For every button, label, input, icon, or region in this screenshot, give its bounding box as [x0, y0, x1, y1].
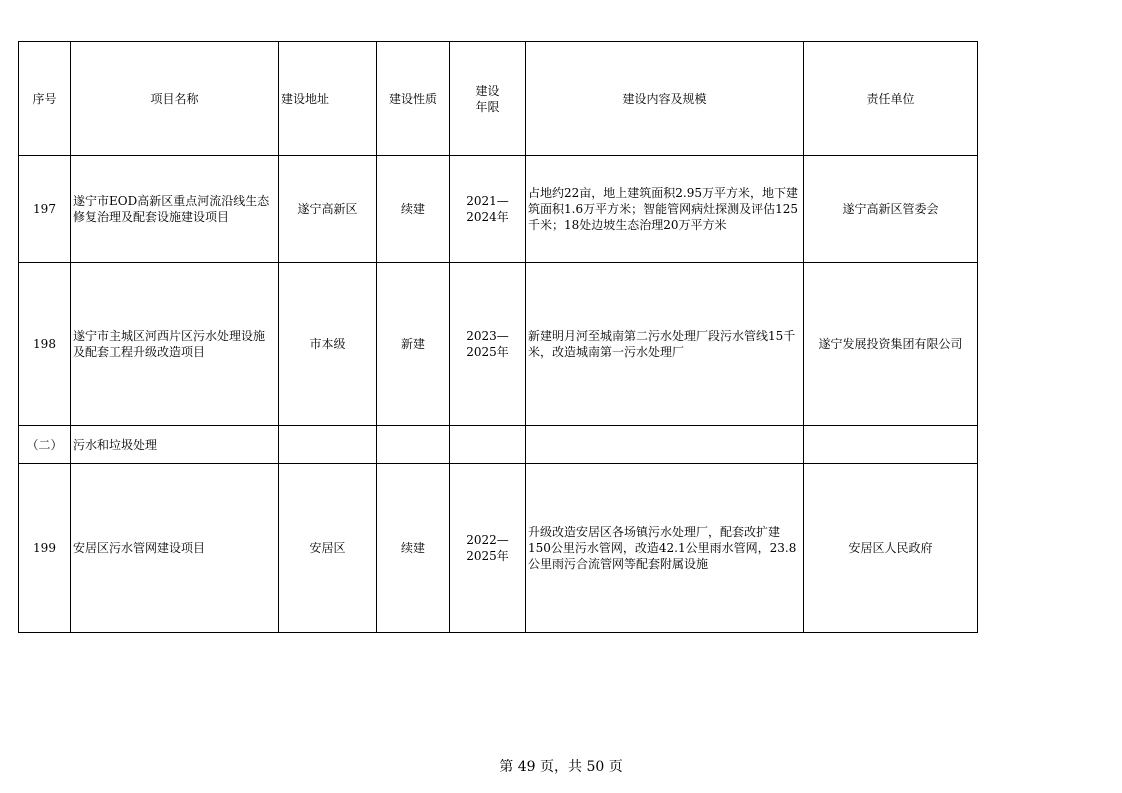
header-unit: 责任单位 — [804, 42, 978, 156]
project-table — [18, 41, 978, 633]
row-nature: 续建 — [377, 156, 450, 263]
row-seq: 197 — [19, 156, 71, 263]
row-project-name: 遂宁市EOD高新区重点河流沿线生态修复治理及配套设施建设项目 — [71, 156, 279, 263]
row-period: 2021—2024年 — [450, 156, 526, 263]
empty-cell — [279, 426, 377, 464]
row-seq: 199 — [19, 464, 71, 633]
row-unit: 安居区人民政府 — [804, 464, 978, 633]
empty-cell — [804, 426, 978, 464]
empty-cell — [450, 426, 526, 464]
table-header-row — [19, 42, 978, 156]
empty-cell — [377, 426, 450, 464]
table-row — [19, 156, 978, 263]
header-address: 建设地址 — [279, 42, 377, 156]
section-row — [19, 426, 978, 464]
row-unit: 遂宁高新区管委会 — [804, 156, 978, 263]
row-period: 2023—2025年 — [450, 263, 526, 426]
section-title: 污水和垃圾处理 — [71, 426, 279, 464]
row-seq: 198 — [19, 263, 71, 426]
section-seq: （二） — [19, 426, 71, 464]
header-name: 项目名称 — [71, 42, 279, 156]
row-project-name: 安居区污水管网建设项目 — [71, 464, 279, 633]
header-period-line1: 建设 — [475, 83, 500, 98]
page-number: 第 49 页，共 50 页 — [499, 759, 623, 775]
header-content: 建设内容及规模 — [526, 42, 804, 156]
row-project-name: 遂宁市主城区河西片区污水处理设施及配套工程升级改造项目 — [71, 263, 279, 426]
row-nature: 续建 — [377, 464, 450, 633]
row-address: 安居区 — [279, 464, 377, 633]
header-nature: 建设性质 — [377, 42, 450, 156]
row-nature: 新建 — [377, 263, 450, 426]
row-content: 升级改造安居区各场镇污水处理厂，配套改扩建150公里污水管网，改造42.1公里雨水管网，23.8公里雨污合流管网等配套附属设施 — [526, 464, 804, 633]
header-seq: 序号 — [19, 42, 71, 156]
table-row — [19, 464, 978, 633]
empty-cell — [526, 426, 804, 464]
row-period: 2022—2025年 — [450, 464, 526, 633]
row-content: 新建明月河至城南第二污水处理厂段污水管线15千米，改造城南第一污水处理厂 — [526, 263, 804, 426]
header-period — [450, 42, 526, 156]
row-content: 占地约22亩，地上建筑面积2.95万平方米，地下建筑面积1.6万平方米；智能管网病灶探测及评估125千米；18处边坡生态治理20万平方米 — [526, 156, 804, 263]
row-address: 市本级 — [279, 263, 377, 426]
header-period-line2: 年限 — [475, 99, 500, 114]
row-unit: 遂宁发展投资集团有限公司 — [804, 263, 978, 426]
row-address: 遂宁高新区 — [279, 156, 377, 263]
table-row — [19, 263, 978, 426]
